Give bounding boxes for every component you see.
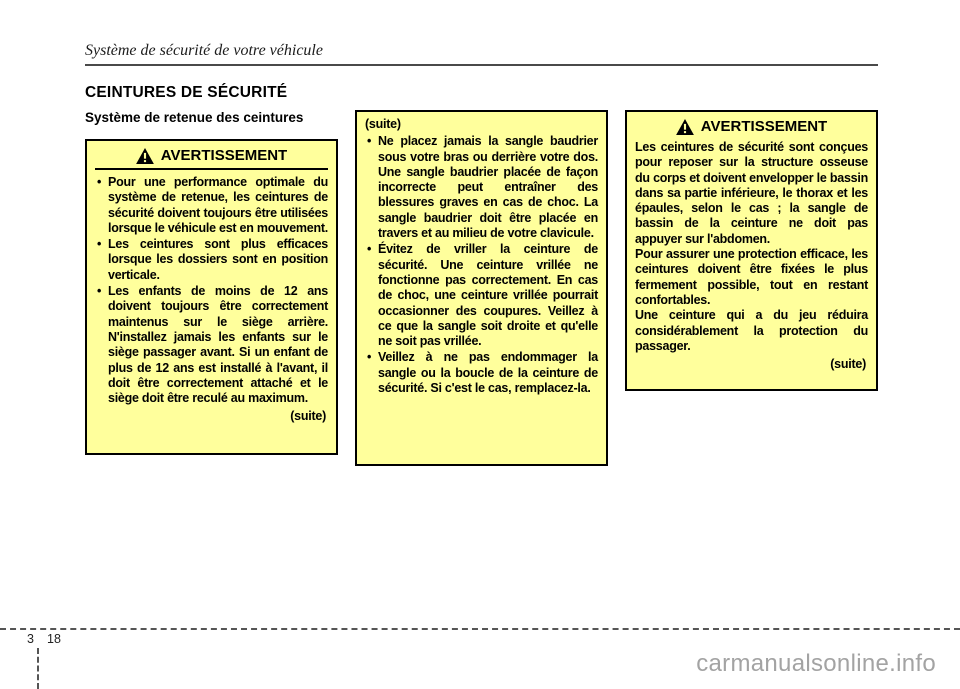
list-item: • Les ceintures sont plus efficaces lorsque les dossiers sont en position verticale. [95,237,328,283]
footer-vertical-divider [37,648,39,689]
warning-title: AVERTISSEMENT [160,147,288,165]
section-title: CEINTURES DE SÉCURITÉ [85,84,288,101]
list-item: • Veillez à ne pas endommager la sangle ou la boucle de la ceinture de sécurité. Si c'est le cas, remplacez-la. [365,350,598,396]
suite-label: (suite) [290,409,326,424]
warning-box-middle [355,110,608,466]
warning-box-left [85,139,338,455]
warning-triangle-icon [676,119,694,135]
warning-list [95,175,328,406]
warning-paragraph: Une ceinture qui a du jeu réduira considérablement la protection du passager. [635,308,868,353]
suite-label: (suite) [830,357,866,372]
subsection-title: Système de retenue des ceintures [85,110,304,125]
list-item: • Évitez de vriller la ceinture de sécurité. Une ceinture vrillée ne fonctionne pas correctement. En cas de choc, une ceinture vrillée pourrait occasionner des coupures. Veillez à ce que la sangle soit droite et qu'elle ne soit pas vrillée. [365,242,598,349]
footer-divider [0,628,960,630]
warning-title: AVERTISSEMENT [700,118,828,136]
page-number: 18 [47,632,61,646]
list-item: • Pour une performance optimale du système de retenue, les ceintures de sécurité doivent toujours être utilisées lorsque le véhicule est en mouvement. [95,175,328,236]
chapter-number: 3 [27,632,34,646]
header-title: Système de sécurité de votre véhicule [85,42,323,59]
warning-header [95,146,328,170]
warning-triangle-icon [136,148,154,164]
watermark: carmanualsonline.info [696,650,936,677]
list-item: • Ne placez jamais la sangle baudrier sous votre bras ou derrière votre dos. Une sangle baudrier placée de façon incorrecte peut entraîner des blessures graves en cas de choc. La sangle baudrier doit être placée en travers et au milieu de votre clavicule. [365,134,598,241]
warning-box-right [625,110,878,391]
warning-paragraph: Pour assurer une protection efficace, les ceintures doivent être fixées le plus fermement possible, tout en restant confortables. [635,247,868,307]
header-rule [85,64,878,66]
warning-paragraph: Les ceintures de sécurité sont conçues pour reposer sur la structure osseuse du corps et doivent envelopper le bassin dans sa partie inférieure, le thorax et les épaules, selon le cas ; la sangle de bassin de la ceinture ne doit pas appuyer sur l'abdomen. [635,140,868,246]
list-item: • Les enfants de moins de 12 ans doivent toujours être correctement maintenus sur le siège arrière. N'installez jamais les enfants sur le siège passager avant. Si un enfant de plus de 12 ans est installé à l'avant, il doit être correctement attaché et le siège doit être reculé au maximum. [95,284,328,406]
warning-list [365,134,598,396]
suite-label: (suite) [365,117,401,131]
warning-header [635,117,868,139]
